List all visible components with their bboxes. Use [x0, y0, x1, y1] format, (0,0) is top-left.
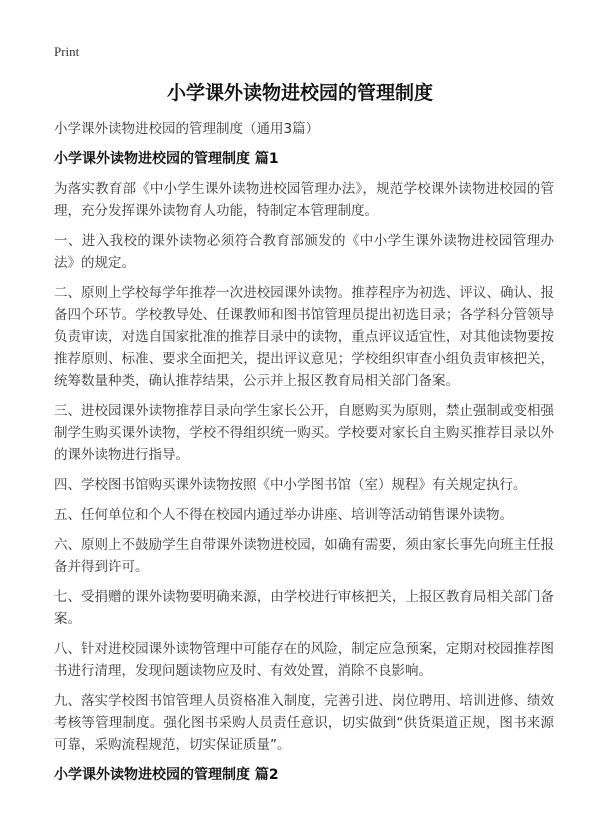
section-heading: 小学课外读物进校园的管理制度 篇2	[54, 767, 279, 783]
paragraph-item-5: 五、任何单位和个人不得在校园内通过举办讲座、培训等活动销售课外读物。	[54, 507, 513, 523]
paragraph-item-6: 六、原则上不鼓励学生自带课外读物进校园，如确有需要，须由家长事先向班主任报备并得到许可。	[54, 537, 554, 575]
section-2	[54, 764, 554, 786]
paragraph-intro: 为落实教育部《中小学生课外读物进校园管理办法》，规范学校课外读物进校园的管理，充分发挥课外读物育人功能，特制定本管理制度。	[54, 181, 554, 219]
print-link[interactable]: Print	[54, 44, 80, 59]
paragraph-item-1: 一、进入我校的课外读物必须符合教育部颁发的《中小学生课外读物进校园管理办法》的规定。	[54, 233, 554, 271]
section-1	[54, 148, 554, 756]
paragraph-item-4: 四、学校图书馆购买课外读物按照《中小学图书馆（室）规程》有关规定执行。	[54, 477, 527, 493]
paragraph-item-2: 二、原则上学校每学年推荐一次进校园课外读物。推荐程序为初选、评议、确认、报备四个环节。学校教导处、任课教师和图书馆管理员提出初选目录；各学科分管领导负责审读，对选自国家批准的推荐目录中的读物，重点评议适宜性，对其他读物要按推荐原则、标准、要求全面把关，提出评议意见；学校组织审查小组负责审核把关，统筹数量种类，确认推荐结果，公示并上报区教育局相关部门备案。	[54, 285, 554, 389]
paragraph-item-3: 三、进校园课外读物推荐目录向学生家长公开，自愿购买为原则，禁止强制或变相强制学生购买课外读物，学校不得组织统一购买。学校要对家长自主购买推荐目录以外的课外读物进行指导。	[54, 403, 554, 463]
section-heading: 小学课外读物进校园的管理制度 篇1	[54, 151, 279, 167]
page-title: 小学课外读物进校园的管理制度	[166, 82, 433, 104]
document-subtitle: 小学课外读物进校园的管理制度（通用3篇）	[54, 121, 320, 137]
document-body	[54, 118, 554, 794]
paragraph-item-8: 八、针对进校园课外读物管理中可能存在的风险，制定应急预案，定期对校园推荐图书进行清理，发现问题读物应及时、有效处置，消除不良影响。	[54, 641, 554, 679]
paragraph-item-9: 九、落实学校图书馆管理人员资格准入制度，完善引进、岗位聘用、培训进修、绩效考核等管理制度。强化图书采购人员责任意识，切实做到“供货渠道正规，图书来源可靠，采购流程规范，切实保证质量”。	[54, 693, 554, 753]
paragraph-item-7: 七、受捐赠的课外读物要明确来源，由学校进行审核把关，上报区教育局相关部门备案。	[54, 589, 554, 627]
